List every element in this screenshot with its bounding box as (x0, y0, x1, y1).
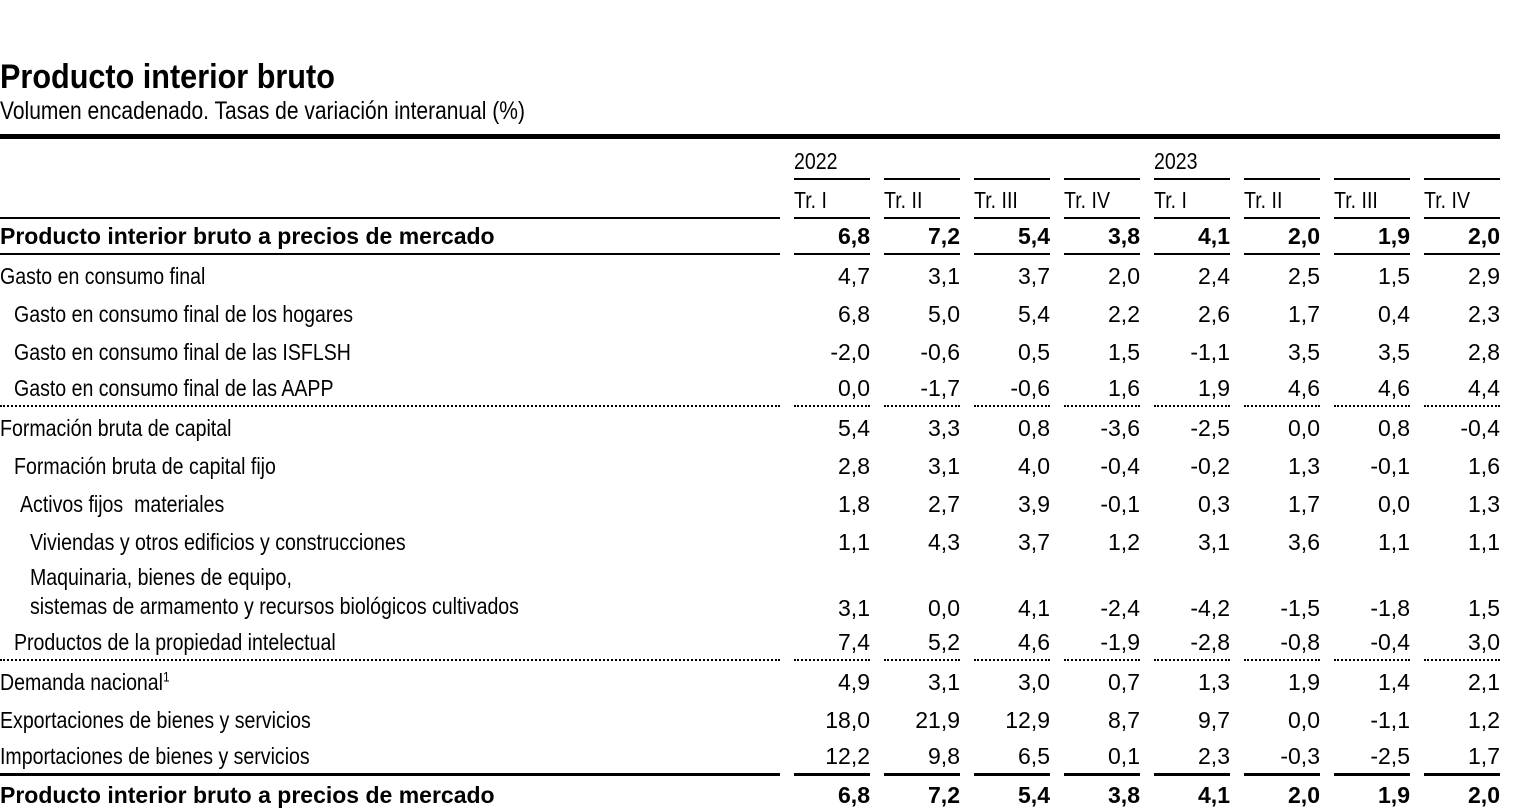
quarter-row-label-spacer (0, 180, 780, 219)
cell-value: 2,0 (1468, 782, 1500, 808)
cell-value: 4,7 (838, 263, 870, 289)
cell-value: 1,6 (1468, 453, 1500, 479)
cell-value: 7,2 (884, 219, 960, 255)
cell-value: 3,1 (838, 595, 870, 621)
cell-value: 2,0 (1424, 219, 1500, 255)
quarter-cell (1064, 180, 1140, 219)
cell-value: 1,3 (1288, 453, 1320, 479)
row-label: Gasto en consumo final de las AAPP (0, 369, 780, 407)
cell-value: 6,8 (794, 219, 870, 255)
cell-value: 4,0 (1018, 453, 1050, 479)
cell-value: 2,8 (838, 453, 870, 479)
cell-value: 3,9 (1018, 491, 1050, 517)
cell-value: 5,4 (974, 219, 1050, 255)
cell-value: -0,1 (1370, 453, 1410, 479)
table-row (0, 776, 1500, 812)
cell-value: 4,9 (838, 669, 870, 695)
cell-value: 3,5 (1288, 339, 1320, 365)
cell-value: 2,7 (928, 491, 960, 517)
cell-value: 3,7 (1018, 263, 1050, 289)
table-year-row (0, 139, 1500, 180)
year-cell (884, 139, 960, 180)
cell-value: 2,0 (1108, 263, 1140, 289)
quarter-cell (884, 180, 960, 219)
cell-value: 2,0 (1244, 219, 1320, 255)
row-label: Gasto en consumo final de las ISFLSH (14, 339, 351, 365)
cell-value: 0,0 (1288, 415, 1320, 441)
cell-value: 2,0 (1288, 782, 1320, 808)
cell-value: -1,7 (884, 369, 960, 407)
row-label: Formación bruta de capital (0, 415, 232, 441)
cell-value: 2,5 (1288, 263, 1320, 289)
row-label: Formación bruta de capital fijo (14, 453, 276, 479)
table-row (0, 369, 1500, 407)
cell-value: -0,6 (974, 369, 1050, 407)
row-label: Gasto en consumo final (0, 263, 206, 289)
cell-value: 6,5 (974, 737, 1050, 776)
cell-value: 1,1 (1468, 529, 1500, 555)
cell-value: 2,2 (1108, 301, 1140, 327)
cell-value: 3,1 (928, 263, 960, 289)
cell-value: -1,1 (1370, 707, 1410, 733)
cell-value: -2,5 (1190, 415, 1230, 441)
cell-value: 2,9 (1468, 263, 1500, 289)
cell-value: 1,1 (838, 529, 870, 555)
cell-value: 1,9 (1154, 369, 1230, 407)
cell-value: 3,7 (1018, 529, 1050, 555)
cell-value: -1,5 (1280, 595, 1320, 621)
cell-value: 0,5 (1018, 339, 1050, 365)
cell-value: 3,8 (1108, 782, 1140, 808)
year-cell (1064, 139, 1140, 180)
cell-value: 1,6 (1064, 369, 1140, 407)
table-row (0, 293, 1500, 331)
quarter-label: Tr. I (794, 187, 827, 213)
table-row (0, 521, 1500, 559)
row-label: Producto interior bruto a precios de mercado (0, 782, 495, 808)
cell-value: -0,3 (1244, 737, 1320, 776)
cell-value: -0,6 (920, 339, 960, 365)
cell-value: -0,4 (1334, 625, 1410, 661)
row-label: Demanda nacional$^1$ (0, 668, 170, 695)
row-label: Importaciones de bienes y servicios (0, 737, 780, 776)
cell-value: 1,5 (1108, 339, 1140, 365)
table-row (0, 445, 1500, 483)
cell-value: 4,3 (928, 529, 960, 555)
cell-value: 1,7 (1288, 491, 1320, 517)
year-label: 2023 (1154, 148, 1198, 174)
cell-value: 1,8 (838, 491, 870, 517)
quarter-label: Tr. I (1154, 187, 1187, 213)
cell-value: -2,5 (1334, 737, 1410, 776)
cell-value: 4,6 (1334, 369, 1410, 407)
cell-value: 9,7 (1198, 707, 1230, 733)
cell-value: 1,7 (1288, 301, 1320, 327)
cell-value: 2,1 (1468, 669, 1500, 695)
cell-value: 3,8 (1064, 219, 1140, 255)
year-cell (794, 139, 870, 180)
cell-value: 0,1 (1064, 737, 1140, 776)
table-row (0, 219, 1500, 255)
table-quarter-row (0, 180, 1500, 219)
cell-value: -3,6 (1100, 415, 1140, 441)
cell-value: 7,4 (794, 625, 870, 661)
cell-value: 1,5 (1468, 595, 1500, 621)
cell-value: 4,6 (974, 625, 1050, 661)
cell-value: 2,8 (1468, 339, 1500, 365)
quarter-cell (1244, 180, 1320, 219)
cell-value: 1,5 (1378, 263, 1410, 289)
cell-value: 9,8 (884, 737, 960, 776)
cell-value: 0,4 (1378, 301, 1410, 327)
year-cell (1154, 139, 1230, 180)
cell-value: 4,1 (1154, 219, 1230, 255)
quarter-cell (1154, 180, 1230, 219)
cell-value: 3,6 (1288, 529, 1320, 555)
cell-value: 4,1 (1198, 782, 1230, 808)
cell-value: 0,0 (794, 369, 870, 407)
cell-value: 0,0 (1378, 491, 1410, 517)
cell-value: 1,3 (1468, 491, 1500, 517)
cell-value: 4,6 (1244, 369, 1320, 407)
quarter-label: Tr. IV (1424, 187, 1470, 213)
cell-value: 0,0 (1288, 707, 1320, 733)
table-row (0, 699, 1500, 737)
cell-value: -2,0 (830, 339, 870, 365)
cell-value: 6,8 (838, 782, 870, 808)
cell-value: 2,6 (1198, 301, 1230, 327)
cell-value: 3,0 (1018, 669, 1050, 695)
cell-value: 1,2 (1468, 707, 1500, 733)
cell-value: 1,7 (1424, 737, 1500, 776)
cell-value: 1,9 (1378, 782, 1410, 808)
cell-value: 6,8 (838, 301, 870, 327)
year-cell (1244, 139, 1320, 180)
cell-value: 1,9 (1288, 669, 1320, 695)
quarter-cell (1424, 180, 1500, 219)
cell-value: 0,8 (1018, 415, 1050, 441)
table-row (0, 407, 1500, 445)
quarter-label: Tr. IV (1064, 187, 1110, 213)
quarter-label: Tr. III (1334, 187, 1378, 213)
table-body (0, 219, 1500, 812)
cell-value: -4,2 (1190, 595, 1230, 621)
row-label: Exportaciones de bienes y servicios (0, 707, 311, 733)
cell-value: 0,7 (1108, 669, 1140, 695)
table-row (0, 559, 1500, 625)
cell-value: -0,1 (1100, 491, 1140, 517)
row-label: Viviendas y otros edificios y construcciones (30, 529, 406, 555)
quarter-label: Tr. III (974, 187, 1018, 213)
cell-value: 0,3 (1198, 491, 1230, 517)
cell-value: 3,3 (928, 415, 960, 441)
cell-value: 12,2 (794, 737, 870, 776)
cell-value: 0,0 (928, 595, 960, 621)
cell-value: 1,4 (1378, 669, 1410, 695)
quarter-label: Tr. II (1244, 187, 1283, 213)
quarter-cell (794, 180, 870, 219)
page-subtitle: Volumen encadenado. Tasas de variación interanual (%) (0, 97, 525, 125)
table-row (0, 661, 1500, 699)
cell-value: 2,3 (1154, 737, 1230, 776)
row-label: Producto interior bruto a precios de mercado (0, 219, 780, 255)
cell-value: 5,4 (1018, 782, 1050, 808)
cell-value: 5,0 (928, 301, 960, 327)
cell-value: 1,2 (1108, 529, 1140, 555)
cell-value: 21,9 (915, 707, 960, 733)
table-row (0, 737, 1500, 776)
cell-value: -0,2 (1190, 453, 1230, 479)
cell-value: 18,0 (825, 707, 870, 733)
cell-value: 1,1 (1378, 529, 1410, 555)
quarter-cell (1334, 180, 1410, 219)
cell-value: 3,1 (1198, 529, 1230, 555)
cell-value: -0,4 (1460, 415, 1500, 441)
cell-value: 2,4 (1198, 263, 1230, 289)
year-cell (1424, 139, 1500, 180)
page-title: Producto interior bruto (0, 58, 335, 96)
year-label: 2022 (794, 148, 838, 174)
cell-value: -0,4 (1100, 453, 1140, 479)
cell-value: 8,7 (1108, 707, 1140, 733)
table-row (0, 331, 1500, 369)
cell-value: 7,2 (928, 782, 960, 808)
year-cell (974, 139, 1050, 180)
row-label: Gasto en consumo final de los hogares (14, 301, 354, 327)
cell-value: 3,5 (1378, 339, 1410, 365)
cell-value: -1,9 (1064, 625, 1140, 661)
row-label: Productos de la propiedad intelectual (0, 625, 780, 661)
cell-value: 5,4 (838, 415, 870, 441)
table-row (0, 625, 1500, 661)
row-label: Activos fijos materiales (20, 491, 225, 517)
quarter-cell (974, 180, 1050, 219)
cell-value: 1,9 (1334, 219, 1410, 255)
cell-value: -0,8 (1244, 625, 1320, 661)
cell-value: 3,1 (928, 453, 960, 479)
table-row (0, 483, 1500, 521)
cell-value: 4,4 (1424, 369, 1500, 407)
cell-value: 3,0 (1424, 625, 1500, 661)
cell-value: 3,1 (928, 669, 960, 695)
quarter-label: Tr. II (884, 187, 923, 213)
row-label: Maquinaria, bienes de equipo, sistemas de armamento y recursos biológicos cultivados (30, 564, 519, 619)
cell-value: 1,3 (1198, 669, 1230, 695)
table-row (0, 255, 1500, 293)
cell-value: 12,9 (1005, 707, 1050, 733)
year-cell (1334, 139, 1410, 180)
cell-value: 2,3 (1468, 301, 1500, 327)
cell-value: -2,4 (1100, 595, 1140, 621)
cell-value: 4,1 (1018, 595, 1050, 621)
gdp-table (0, 139, 1500, 812)
cell-value: -2,8 (1154, 625, 1230, 661)
cell-value: 0,8 (1378, 415, 1410, 441)
cell-value: 5,2 (884, 625, 960, 661)
cell-value: 5,4 (1018, 301, 1050, 327)
cell-value: -1,1 (1190, 339, 1230, 365)
cell-value: -1,8 (1370, 595, 1410, 621)
year-row-label-spacer (0, 139, 780, 180)
